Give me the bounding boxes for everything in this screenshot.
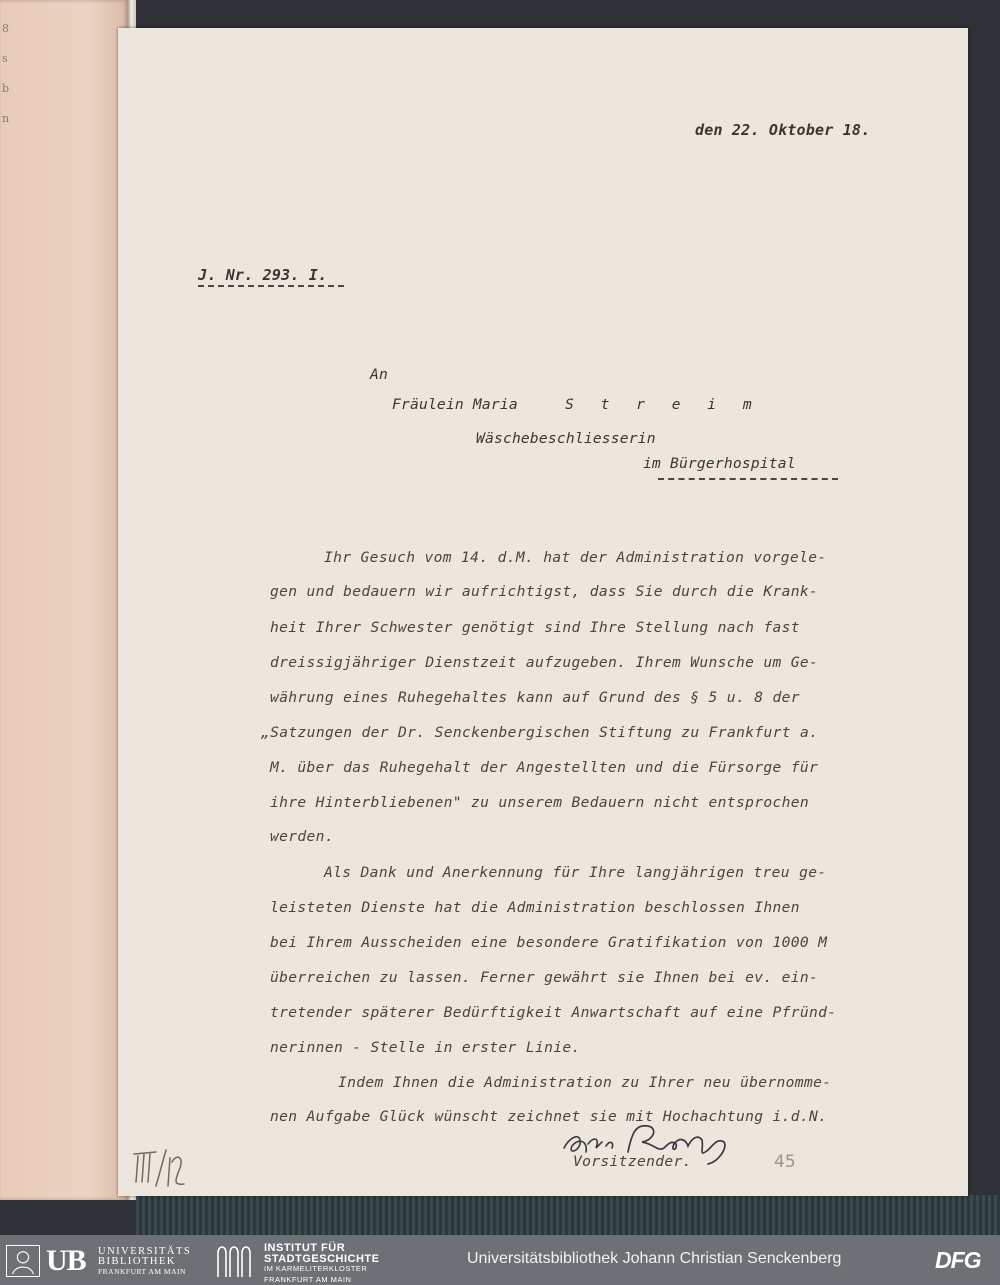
letter-sheet xyxy=(118,28,968,1196)
letter-date: den 22. Oktober 18. xyxy=(695,121,871,139)
ub-line2: BIBLIOTHEK xyxy=(98,1256,176,1267)
body-line: tretender späterer Bedürftigkeit Anwartschaft auf eine Pfründ- xyxy=(270,1004,837,1021)
isg-logo xyxy=(214,1241,414,1284)
address-place: im Bürgerhospital xyxy=(643,455,796,472)
body-line: heit Ihrer Schwester genötigt sind Ihre Stellung nach fast xyxy=(270,619,800,636)
body-line: Indem Ihnen die Administration zu Ihrer neu übernomme- xyxy=(338,1074,832,1091)
ub-portrait-icon xyxy=(6,1245,40,1277)
isg-logo-text xyxy=(264,1243,379,1285)
body-line: Als Dank und Anerkennung für Ihre langjährigen treu ge- xyxy=(324,864,827,881)
address-salutation: An xyxy=(370,366,388,383)
ub-line3: FRANKFURT AM MAIN xyxy=(98,1267,186,1276)
isg-arches-icon xyxy=(214,1243,254,1277)
isg-line3: IM KARMELITERKLOSTER xyxy=(264,1264,368,1273)
footer-title: Universitätsbibliothek Johann Christian Senckenberg xyxy=(467,1250,842,1267)
dfg-logo: DFG xyxy=(935,1247,981,1273)
ub-line1: UNIVERSITÄTS xyxy=(98,1246,192,1257)
edge-mark: n xyxy=(2,112,10,125)
background-cloth xyxy=(136,1195,1000,1235)
body-line: Ihr Gesuch vom 14. d.M. hat der Administration vorgele- xyxy=(324,549,827,566)
handwritten-archive-number xyxy=(132,1146,194,1192)
body-line: ihre Hinterbliebenen" zu unserem Bedauern nicht entsprochen xyxy=(270,794,810,811)
address-underline xyxy=(658,478,838,480)
edge-mark: s xyxy=(2,52,8,65)
footer-bar xyxy=(0,1235,1000,1285)
body-line: nerinnen - Stelle in erster Linie. xyxy=(270,1039,581,1056)
edge-mark: b xyxy=(2,82,10,95)
body-line: bei Ihrem Ausscheiden eine besondere Gratifikation von 1000 M xyxy=(270,934,828,951)
body-line: werden. xyxy=(270,828,334,845)
ub-logo xyxy=(6,1243,206,1279)
reference-underline xyxy=(198,285,344,287)
body-line: überreichen zu lassen. Ferner gewährt sie Ihnen bei ev. ein- xyxy=(270,969,819,986)
body-line: „Satzungen der Dr. Senckenbergischen Stiftung zu Frankfurt a. xyxy=(261,724,819,741)
address-name-prefix: Fräulein Maria xyxy=(392,396,518,413)
body-line: nen Aufgabe Glück wünscht zeichnet sie mit Hochachtung i.d.N. xyxy=(270,1108,828,1125)
body-line: währung eines Ruhegehaltes kann auf Grund des § 5 u. 8 der xyxy=(270,689,800,706)
body-line: gen und bedauern wir aufrichtigst, dass Sie durch die Krank- xyxy=(270,583,819,600)
signature-role: Vorsitzender. xyxy=(573,1153,692,1170)
body-line: M. über das Ruhegehalt der Angestellten und die Fürsorge für xyxy=(270,759,819,776)
isg-line4: FRANKFURT AM MAIN xyxy=(264,1274,352,1284)
isg-line1: INSTITUT FÜR xyxy=(264,1242,346,1254)
reference-number: J. Nr. 293. I. xyxy=(198,266,328,284)
body-line: leisteten Dienste hat die Administration beschlossen Ihnen xyxy=(270,899,800,916)
ub-logo-text xyxy=(98,1247,191,1277)
edge-mark: 8 xyxy=(2,22,9,35)
body-line: dreissigjähriger Dienstzeit aufzugeben. Ihrem Wunsche um Ge- xyxy=(270,654,819,671)
ub-logo-letters: UB xyxy=(46,1244,86,1277)
left-page-edge xyxy=(0,0,128,1200)
address-position: Wäschebeschliesserin xyxy=(476,430,656,447)
left-page-edge-marks xyxy=(2,14,12,134)
isg-line2: STADTGESCHICHTE xyxy=(264,1252,380,1265)
pencil-page-note: 45 xyxy=(774,1152,796,1172)
address-surname: S t r e i m xyxy=(565,396,761,413)
